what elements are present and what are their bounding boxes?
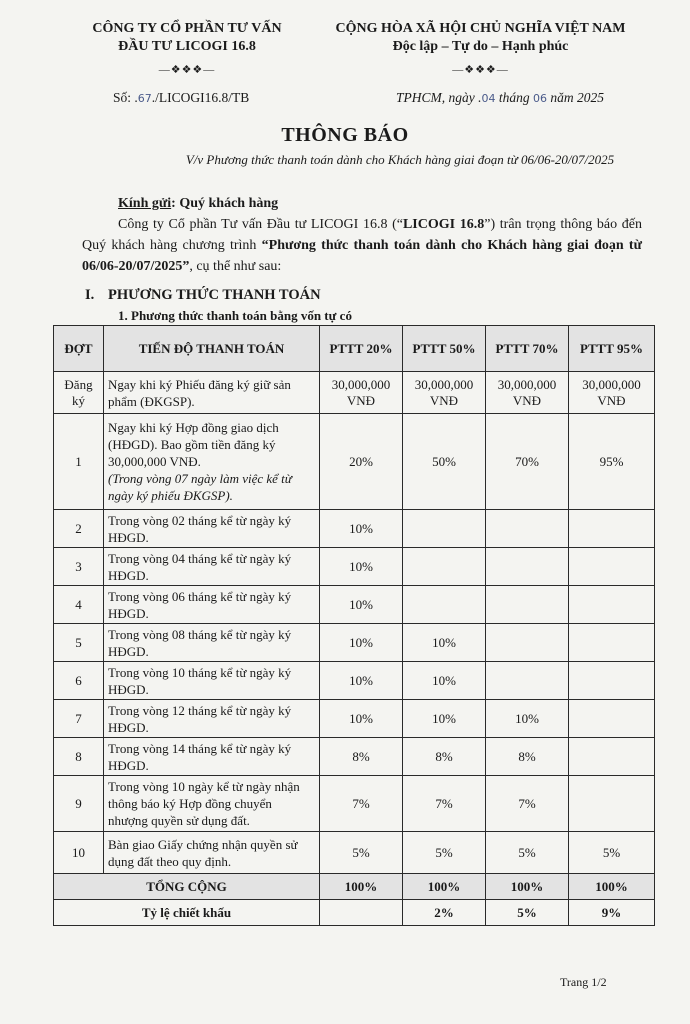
row-dot: 3: [54, 548, 104, 586]
date-prefix: TPHCM, ngày .: [396, 90, 482, 105]
table-row: [54, 776, 655, 832]
row-desc: [104, 414, 320, 510]
nation-motto: Độc lập – Tự do – Hạnh phúc: [392, 39, 569, 54]
cell-p70: [486, 548, 569, 586]
table-row: [54, 700, 655, 738]
cell-p20: 10%: [320, 700, 403, 738]
col-dot: ĐỢT: [54, 326, 104, 372]
cell-p70: 70%: [486, 414, 569, 510]
row-desc: Trong vòng 10 tháng kể từ ngày ký HĐGD.: [104, 662, 320, 700]
discount-p70: 5%: [486, 900, 569, 926]
row-dot: 2: [54, 510, 104, 548]
table-row: [54, 372, 655, 414]
intro-text-1: Công ty Cổ phần Tư vấn Đầu tư LICOGI 16.8 (“: [118, 217, 403, 232]
discount-row: [54, 900, 655, 926]
row-desc: [104, 372, 320, 414]
date-mid: tháng: [495, 90, 534, 105]
table-header-row: [54, 326, 655, 372]
nation-name: CỘNG HÒA XÃ HỘI CHỦ NGHĨA VIỆT NAM: [335, 21, 626, 36]
cell-p20: 10%: [320, 624, 403, 662]
document-subject: V/v Phương thức thanh toán dành cho Khách hàng giai đoạn từ 06/06-20/07/2025: [185, 152, 615, 167]
row-desc: Trong vòng 12 tháng kể từ ngày ký HĐGD.: [104, 700, 320, 738]
table-row: [54, 586, 655, 624]
row-desc: Trong vòng 06 tháng kể từ ngày ký HĐGD.: [104, 586, 320, 624]
cell-p95: [569, 586, 655, 624]
cell-p20: 5%: [320, 832, 403, 874]
row-desc-text: Ngay khi ký Hợp đồng giao dịch (HĐGD). Bao gồm tiền đăng ký 30,000,000 VNĐ.: [108, 420, 279, 469]
cell-p95: 95%: [569, 414, 655, 510]
row-desc-note: (Trong vòng 07 ngày làm việc kể từ ngày ký phiếu ĐKGSP).: [108, 471, 292, 503]
table-row: [54, 624, 655, 662]
cell-p20: 20%: [320, 414, 403, 510]
row-dot: 1: [54, 414, 104, 510]
cell-p95: 5%: [569, 832, 655, 874]
greeting-text: : Quý khách hàng: [171, 196, 279, 211]
nation-ornament: —❖❖❖—: [452, 64, 509, 76]
cell-p95: [569, 662, 655, 700]
row-desc: Trong vòng 10 ngày kể từ ngày nhận thông báo ký Hợp đồng chuyển nhượng quyền sử dụng đất.: [104, 776, 320, 832]
table-row: [54, 738, 655, 776]
cell-p70: 8%: [486, 738, 569, 776]
cell-p50: [403, 548, 486, 586]
intro-company-bold: LICOGI 16.8: [402, 217, 485, 232]
company-name-line1: CÔNG TY CỔ PHẦN TƯ VẤN: [92, 21, 282, 36]
cell-p95: [569, 700, 655, 738]
cell-p95: 30,000,000 VNĐ: [569, 372, 655, 414]
table-row: [54, 832, 655, 874]
discount-p95: 9%: [569, 900, 655, 926]
cell-p20: 10%: [320, 548, 403, 586]
doc-no-handwritten: 67: [137, 92, 152, 105]
cell-p95: [569, 738, 655, 776]
row-dot: 8: [54, 738, 104, 776]
document-number: [113, 90, 249, 106]
cell-p50: [403, 510, 486, 548]
intro-text-2: ”) trân trọng thông báo đến Quý khách hàng chương trình: [82, 217, 642, 253]
doc-no-suffix: ./LICOGI16.8/TB: [151, 90, 250, 105]
table-row: [54, 510, 655, 548]
company-ornament: —❖❖❖—: [158, 64, 216, 76]
section-heading: [85, 287, 321, 304]
total-p20: 100%: [320, 874, 403, 900]
date-suffix: năm 2025: [547, 90, 605, 105]
row-desc: Bàn giao Giấy chứng nhận quyền sử dụng đất theo quy định.: [104, 832, 320, 874]
document-date: [396, 90, 604, 106]
cell-p70: [486, 510, 569, 548]
discount-p50: 2%: [403, 900, 486, 926]
cell-p70: [486, 586, 569, 624]
cell-p70: 7%: [486, 776, 569, 832]
intro-program-bold: “Phương thức thanh toán dành cho Khách hàng giai đoạn từ 06/06-20/07/2025”: [82, 238, 642, 274]
date-month-handwritten: 06: [533, 92, 548, 105]
cell-p20: 10%: [320, 586, 403, 624]
row-desc: Trong vòng 08 tháng kể từ ngày ký HĐGD.: [104, 624, 320, 662]
row-desc: Trong vòng 14 tháng kể từ ngày ký HĐGD.: [104, 738, 320, 776]
table-row: [54, 662, 655, 700]
greeting: [118, 196, 278, 212]
row-desc: Trong vòng 04 tháng kể từ ngày ký HĐGD.: [104, 548, 320, 586]
cell-p70: 5%: [486, 832, 569, 874]
page-number: Trang 1/2: [560, 975, 607, 989]
col-pttt-20: PTTT 20%: [320, 326, 403, 372]
cell-p70: [486, 662, 569, 700]
cell-p20: 10%: [320, 662, 403, 700]
cell-p20: 7%: [320, 776, 403, 832]
cell-p95: [569, 624, 655, 662]
cell-p70: 30,000,000 VNĐ: [486, 372, 569, 414]
section-number: I.: [85, 287, 95, 303]
col-pttt-70: PTTT 70%: [486, 326, 569, 372]
cell-p70: 10%: [486, 700, 569, 738]
row-dot: 6: [54, 662, 104, 700]
col-pttt-95: PTTT 95%: [569, 326, 655, 372]
greeting-label: Kính gửi: [118, 196, 172, 211]
total-p50: 100%: [403, 874, 486, 900]
cell-p95: [569, 548, 655, 586]
col-progress: TIẾN ĐỘ THANH TOÁN: [104, 326, 320, 372]
row-dot: 5: [54, 624, 104, 662]
cell-p95: [569, 776, 655, 832]
subsection-heading: 1. Phương thức thanh toán bằng vốn tự có: [118, 308, 352, 323]
company-name-line2: ĐẦU TƯ LICOGI 16.8: [118, 39, 256, 54]
total-p95: 100%: [569, 874, 655, 900]
row-desc: Trong vòng 02 tháng kể từ ngày ký HĐGD.: [104, 510, 320, 548]
total-p70: 100%: [486, 874, 569, 900]
discount-p20: [320, 900, 403, 926]
doc-no-prefix: Số: .: [113, 90, 138, 105]
total-row: [54, 874, 655, 900]
cell-p70: [486, 624, 569, 662]
discount-label: Tỷ lệ chiết khấu: [54, 900, 320, 926]
cell-p50: 10%: [403, 700, 486, 738]
cell-p50: 7%: [403, 776, 486, 832]
cell-p50: 10%: [403, 662, 486, 700]
row-dot: 7: [54, 700, 104, 738]
document-title: THÔNG BÁO: [281, 124, 409, 146]
cell-p95: [569, 510, 655, 548]
cell-p50: 50%: [403, 414, 486, 510]
cell-p50: [403, 586, 486, 624]
intro-text-3: , cụ thể như sau:: [189, 259, 282, 274]
total-label: TỔNG CỘNG: [54, 874, 320, 900]
intro-paragraph: [82, 214, 642, 277]
cell-p50: 8%: [403, 738, 486, 776]
row-desc-text: Ngay khi ký Phiếu đăng ký giữ sản phẩm (ĐKGSP).: [108, 376, 291, 409]
table-row: [54, 414, 655, 510]
cell-p20: 10%: [320, 510, 403, 548]
nation-header: [308, 20, 653, 78]
cell-p50: 30,000,000 VNĐ: [403, 372, 486, 414]
date-day-handwritten: 04: [481, 92, 496, 105]
payment-schedule-table: [53, 325, 655, 926]
col-pttt-50: PTTT 50%: [403, 326, 486, 372]
row-dot: 10: [54, 832, 104, 874]
cell-p20: 8%: [320, 738, 403, 776]
company-header: [62, 20, 312, 78]
cell-p50: 10%: [403, 624, 486, 662]
row-dot: 4: [54, 586, 104, 624]
row-dot: 9: [54, 776, 104, 832]
section-title: PHƯƠNG THỨC THANH TOÁN: [108, 287, 321, 303]
cell-p20: 30,000,000 VNĐ: [320, 372, 403, 414]
table-row: [54, 548, 655, 586]
row-dot: Đăng ký: [54, 372, 104, 414]
cell-p50: 5%: [403, 832, 486, 874]
